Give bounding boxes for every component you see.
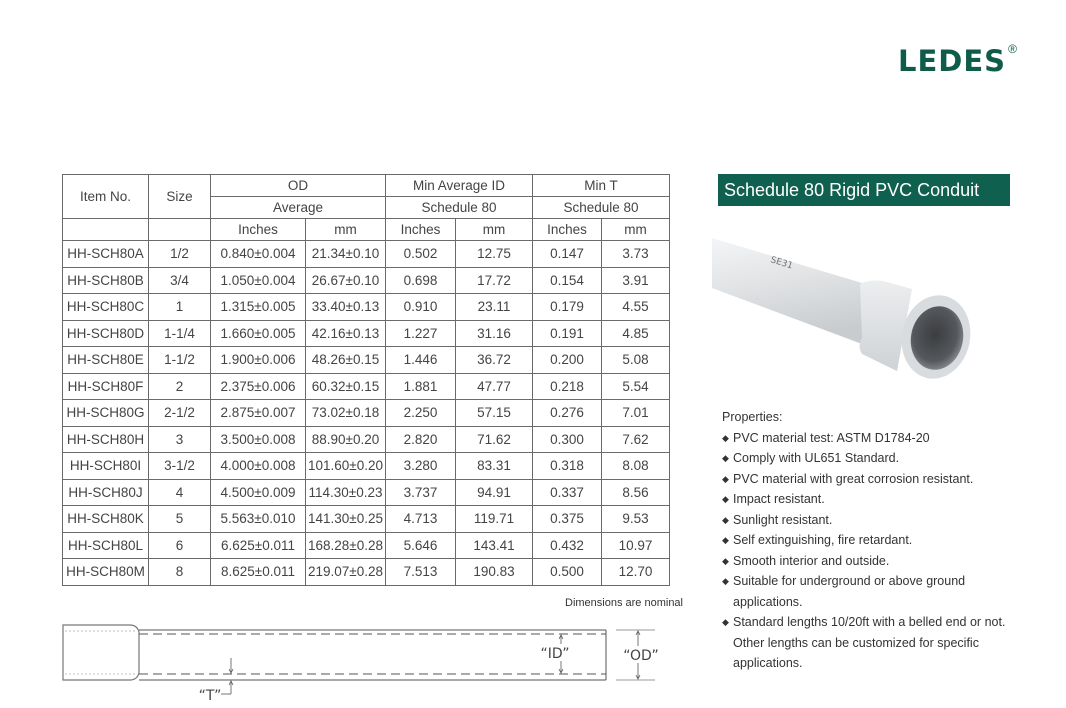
header-od: OD	[211, 175, 386, 197]
property-item	[722, 469, 1022, 490]
property-text: Self extinguishing, fire retardant.	[733, 533, 913, 547]
table-row	[63, 453, 670, 480]
od-mm-cell: 48.26±0.15	[306, 347, 386, 374]
id-mm-cell: 17.72	[456, 267, 533, 294]
item-no-cell: HH-SCH80A	[63, 241, 149, 268]
item-no-cell: HH-SCH80F	[63, 373, 149, 400]
od-mm-cell: 88.90±0.20	[306, 426, 386, 453]
size-cell: 1/2	[149, 241, 211, 268]
t-mm-cell: 4.85	[602, 320, 670, 347]
property-item	[722, 612, 1022, 674]
t-inches-cell: 0.147	[533, 241, 602, 268]
t-mm-cell: 7.01	[602, 400, 670, 427]
pipe-dimension-diagram	[55, 615, 685, 708]
id-mm-cell: 94.91	[456, 479, 533, 506]
table-row	[63, 479, 670, 506]
t-inches-cell: 0.432	[533, 532, 602, 559]
od-inches-cell: 1.900±0.006	[211, 347, 306, 374]
id-mm-cell: 71.62	[456, 426, 533, 453]
header-size: Size	[149, 175, 211, 219]
item-no-cell: HH-SCH80D	[63, 320, 149, 347]
properties-title: Properties:	[722, 410, 783, 424]
size-cell: 3	[149, 426, 211, 453]
t-label: “T”	[198, 688, 222, 704]
registered-mark: ®	[1008, 42, 1017, 56]
pipe-marking: SE31	[769, 255, 794, 272]
property-item	[722, 448, 1022, 469]
table-row	[63, 347, 670, 374]
id-inches-cell: 2.820	[386, 426, 456, 453]
id-mm-cell: 36.72	[456, 347, 533, 374]
property-item	[722, 428, 1022, 449]
id-inches-cell: 2.250	[386, 400, 456, 427]
t-mm-cell: 7.62	[602, 426, 670, 453]
item-no-cell: HH-SCH80H	[63, 426, 149, 453]
od-mm-cell: 101.60±0.20	[306, 453, 386, 480]
id-mm-cell: 190.83	[456, 559, 533, 586]
id-inches-cell: 0.910	[386, 294, 456, 321]
item-no-cell: HH-SCH80L	[63, 532, 149, 559]
size-cell: 1-1/2	[149, 347, 211, 374]
properties-section	[722, 407, 1022, 674]
t-inches-cell: 0.318	[533, 453, 602, 480]
item-no-cell: HH-SCH80M	[63, 559, 149, 586]
t-inches-cell: 0.179	[533, 294, 602, 321]
diamond-bullet-icon: ◆	[722, 514, 729, 525]
t-inches-cell: 0.276	[533, 400, 602, 427]
dimensions-note: Dimensions are nominal	[565, 597, 683, 609]
od-mm-cell: 141.30±0.25	[306, 506, 386, 533]
id-mm-cell: 23.11	[456, 294, 533, 321]
t-inches-cell: 0.191	[533, 320, 602, 347]
property-text: PVC material with great corrosion resistant.	[733, 471, 974, 486]
brand-logo	[898, 44, 1017, 78]
id-mm-cell: 12.75	[456, 241, 533, 268]
od-inches-cell: 4.500±0.009	[211, 479, 306, 506]
id-inches-cell: 0.698	[386, 267, 456, 294]
table-row	[63, 320, 670, 347]
table-row	[63, 267, 670, 294]
od-mm-cell: 26.67±0.10	[306, 267, 386, 294]
id-inches-cell: 1.227	[386, 320, 456, 347]
t-inches-cell: 0.154	[533, 267, 602, 294]
od-inches-cell: 4.000±0.008	[211, 453, 306, 480]
item-no-cell: HH-SCH80G	[63, 400, 149, 427]
table-row	[63, 559, 670, 586]
property-item	[722, 571, 1022, 612]
size-cell: 1-1/4	[149, 320, 211, 347]
t-mm-cell: 12.70	[602, 559, 670, 586]
od-mm-cell: 168.28±0.28	[306, 532, 386, 559]
brand-name: LEDES	[898, 44, 1007, 78]
t-mm-cell: 4.55	[602, 294, 670, 321]
id-inches-cell: 3.737	[386, 479, 456, 506]
od-inches-cell: 2.875±0.007	[211, 400, 306, 427]
property-text: Impact resistant.	[733, 492, 825, 506]
od-mm-cell: 42.16±0.13	[306, 320, 386, 347]
size-cell: 8	[149, 559, 211, 586]
diamond-bullet-icon: ◆	[722, 617, 729, 627]
diamond-bullet-icon: ◆	[722, 535, 729, 545]
od-label: “OD”	[623, 648, 659, 664]
t-inches-cell: 0.337	[533, 479, 602, 506]
property-text: Smooth interior and outside.	[733, 553, 890, 568]
id-label: “ID”	[540, 646, 570, 662]
t-inches-cell: 0.500	[533, 559, 602, 586]
od-mm-cell: 33.40±0.13	[306, 294, 386, 321]
od-inches-cell: 3.500±0.008	[211, 426, 306, 453]
header-min-id-schedule: Schedule 80	[386, 197, 533, 219]
diamond-bullet-icon: ◆	[722, 432, 729, 443]
property-text: PVC material test: ASTM D1784-20	[733, 430, 930, 445]
od-mm-cell: 73.02±0.18	[306, 400, 386, 427]
property-item	[722, 510, 1022, 531]
id-inches-cell: 1.446	[386, 347, 456, 374]
table-row	[63, 241, 670, 268]
id-inches-cell: 0.502	[386, 241, 456, 268]
od-inches-cell: 8.625±0.011	[211, 559, 306, 586]
property-text: Standard lengths 10/20ft with a belled end or not. Other lengths can be customized for specific applications.	[733, 615, 1006, 670]
size-cell: 3-1/2	[149, 453, 211, 480]
table-row	[63, 426, 670, 453]
id-mm-cell: 119.71	[456, 506, 533, 533]
id-mm-cell: 57.15	[456, 400, 533, 427]
diamond-bullet-icon: ◆	[722, 473, 729, 484]
t-inches-cell: 0.218	[533, 373, 602, 400]
table-row	[63, 294, 670, 321]
id-mm-cell: 143.41	[456, 532, 533, 559]
property-text: Sunlight resistant.	[733, 512, 833, 527]
t-mm-cell: 8.08	[602, 453, 670, 480]
t-mm-cell: 3.73	[602, 241, 670, 268]
header-min-id: Min Average ID	[386, 175, 533, 197]
id-mm-cell: 47.77	[456, 373, 533, 400]
size-cell: 6	[149, 532, 211, 559]
t-inches-cell: 0.300	[533, 426, 602, 453]
od-inches-cell: 1.050±0.004	[211, 267, 306, 294]
size-cell: 4	[149, 479, 211, 506]
diamond-bullet-icon: ◆	[722, 494, 729, 504]
id-inches-cell: 4.713	[386, 506, 456, 533]
size-cell: 5	[149, 506, 211, 533]
t-inches-cell: 0.200	[533, 347, 602, 374]
t-mm-cell: 9.53	[602, 506, 670, 533]
t-mm-cell: 10.97	[602, 532, 670, 559]
id-mm-cell: 31.16	[456, 320, 533, 347]
size-cell: 1	[149, 294, 211, 321]
table-row	[63, 532, 670, 559]
od-inches-cell: 2.375±0.006	[211, 373, 306, 400]
od-mm-cell: 114.30±0.23	[306, 479, 386, 506]
od-mm-cell: 219.07±0.28	[306, 559, 386, 586]
property-text: Suitable for underground or above ground applications.	[733, 574, 966, 609]
item-no-cell: HH-SCH80I	[63, 453, 149, 480]
unit-id-inches: Inches	[386, 219, 456, 241]
unit-t-inches: Inches	[533, 219, 602, 241]
diamond-bullet-icon: ◆	[722, 576, 729, 586]
item-no-cell: HH-SCH80K	[63, 506, 149, 533]
item-no-cell: HH-SCH80J	[63, 479, 149, 506]
properties-list	[722, 428, 1022, 674]
property-item	[722, 530, 1022, 551]
od-inches-cell: 1.315±0.005	[211, 294, 306, 321]
unit-od-mm: mm	[306, 219, 386, 241]
header-od-average: Average	[211, 197, 386, 219]
item-no-cell: HH-SCH80C	[63, 294, 149, 321]
t-mm-cell: 3.91	[602, 267, 670, 294]
property-item	[722, 489, 1022, 510]
unit-od-inches: Inches	[211, 219, 306, 241]
id-inches-cell: 3.280	[386, 453, 456, 480]
od-inches-cell: 0.840±0.004	[211, 241, 306, 268]
id-inches-cell: 1.881	[386, 373, 456, 400]
spec-table	[62, 174, 670, 586]
od-inches-cell: 6.625±0.011	[211, 532, 306, 559]
diamond-bullet-icon: ◆	[722, 453, 729, 463]
item-no-cell: HH-SCH80B	[63, 267, 149, 294]
od-inches-cell: 5.563±0.010	[211, 506, 306, 533]
diamond-bullet-icon: ◆	[722, 555, 729, 566]
size-cell: 2-1/2	[149, 400, 211, 427]
header-item-no: Item No.	[63, 175, 149, 219]
od-mm-cell: 60.32±0.15	[306, 373, 386, 400]
t-mm-cell: 5.54	[602, 373, 670, 400]
unit-t-mm: mm	[602, 219, 670, 241]
od-inches-cell: 1.660±0.005	[211, 320, 306, 347]
table-row	[63, 400, 670, 427]
header-min-t-schedule: Schedule 80	[533, 197, 670, 219]
id-inches-cell: 5.646	[386, 532, 456, 559]
property-text: Comply with UL651 Standard.	[733, 451, 900, 465]
t-mm-cell: 5.08	[602, 347, 670, 374]
od-mm-cell: 21.34±0.10	[306, 241, 386, 268]
t-inches-cell: 0.375	[533, 506, 602, 533]
property-item	[722, 551, 1022, 572]
header-min-t: Min T	[533, 175, 670, 197]
id-inches-cell: 7.513	[386, 559, 456, 586]
size-cell: 2	[149, 373, 211, 400]
product-title: Schedule 80 Rigid PVC Conduit	[718, 174, 1010, 206]
t-mm-cell: 8.56	[602, 479, 670, 506]
id-mm-cell: 83.31	[456, 453, 533, 480]
table-row	[63, 506, 670, 533]
item-no-cell: HH-SCH80E	[63, 347, 149, 374]
size-cell: 3/4	[149, 267, 211, 294]
product-image	[712, 226, 982, 396]
table-row	[63, 373, 670, 400]
unit-id-mm: mm	[456, 219, 533, 241]
